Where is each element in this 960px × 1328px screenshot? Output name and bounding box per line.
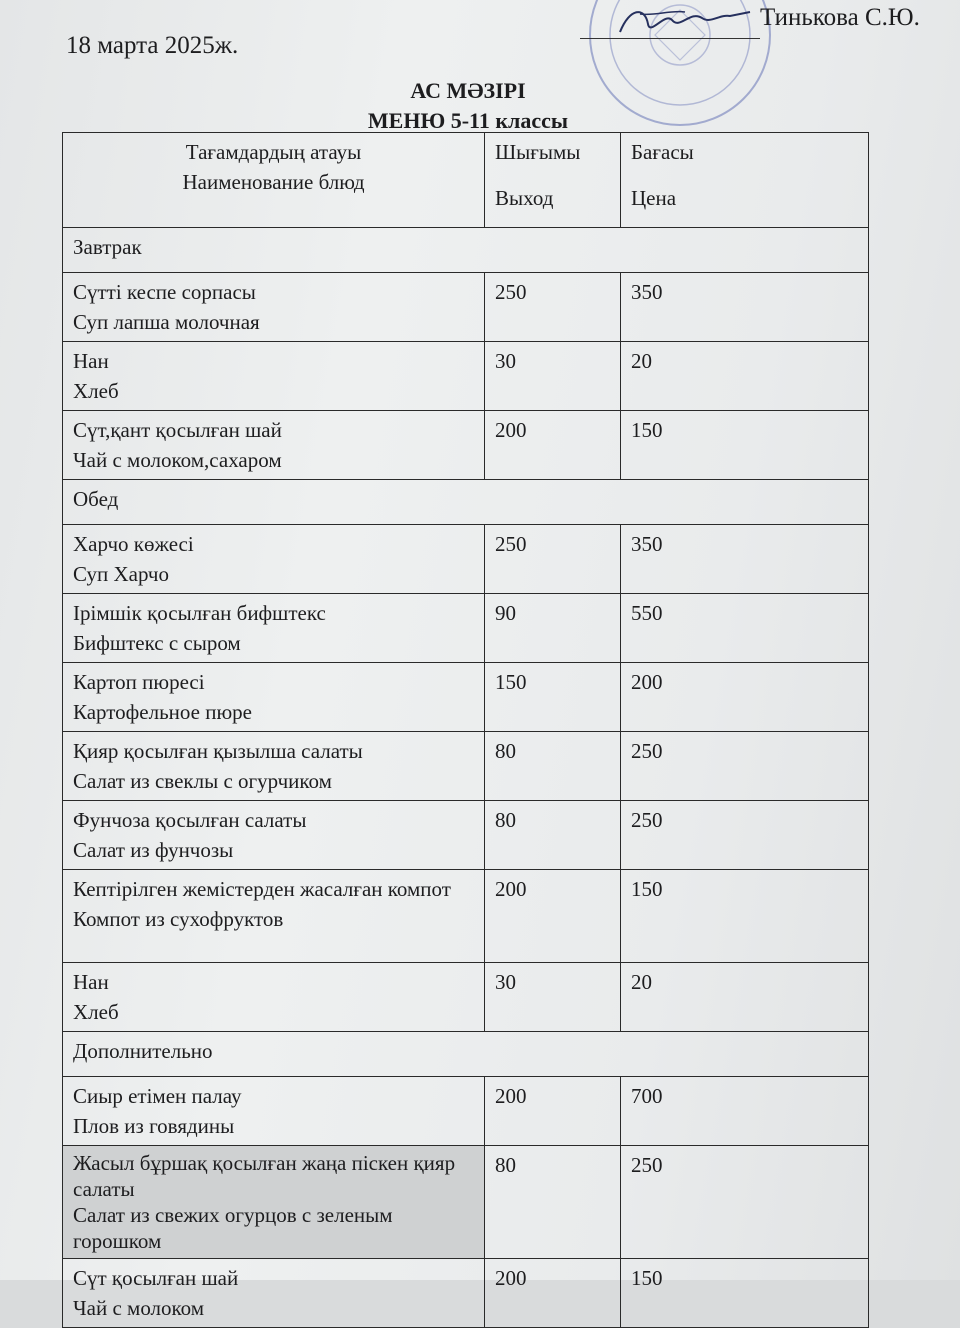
dish-yield: 80 — [485, 1146, 621, 1259]
column-header-name-ru: Наименование блюд — [182, 170, 365, 194]
menu-table — [62, 132, 869, 1328]
document-title-ru: МЕНЮ 5-11 классы — [367, 108, 569, 133]
dish-name-kz: Нан — [73, 970, 109, 994]
dish-name — [63, 525, 485, 594]
dish-name-ru: Салат из свеклы с огурчиком — [73, 769, 332, 793]
dish-price: 150 — [621, 870, 869, 963]
dish-name-kz: Картоп пюресі — [73, 670, 205, 694]
table-row — [63, 663, 869, 732]
dish-name-kz: Нан — [73, 349, 109, 373]
dish-name-kz: Фунчоза қосылған салаты — [73, 808, 307, 832]
dish-name-ru: Суп лапша молочная — [73, 310, 260, 334]
document-title-kz: АС МӘЗІРІ — [410, 78, 526, 103]
table-row — [63, 963, 869, 1032]
dish-name-kz: Кептірілген жемістерден жасалған компот — [73, 877, 451, 901]
dish-name-kz: Сүт қосылған шай — [73, 1266, 239, 1290]
dish-price: 250 — [621, 732, 869, 801]
table-row — [63, 1077, 869, 1146]
table-row — [63, 411, 869, 480]
dish-price: 250 — [621, 801, 869, 870]
table-row — [63, 342, 869, 411]
dish-name-ru: Бифштекс с сыром — [73, 631, 241, 655]
dish-name — [63, 273, 485, 342]
dish-name-kz: Сиыр етімен палау — [73, 1084, 242, 1108]
dish-yield: 30 — [485, 342, 621, 411]
dish-yield: 200 — [485, 1077, 621, 1146]
column-header-price-ru: Цена — [631, 186, 677, 210]
document-date: 18 марта 2025ж. — [66, 32, 239, 59]
column-header-yield-kz: Шығымы — [495, 140, 581, 164]
dish-price: 150 — [621, 411, 869, 480]
dish-price: 350 — [621, 525, 869, 594]
dish-yield: 150 — [485, 663, 621, 732]
dish-name-ru: Плов из говядины — [73, 1114, 235, 1138]
dish-name — [63, 801, 485, 870]
dish-name — [63, 594, 485, 663]
table-row — [63, 801, 869, 870]
dish-name-kz: Ірімшік қосылған бифштекс — [73, 601, 326, 625]
column-header-yield-ru: Выход — [495, 186, 554, 210]
table-row — [63, 732, 869, 801]
dish-name-ru: Хлеб — [73, 379, 119, 403]
dish-name-kz: Жасыл бұршақ қосылған жаңа піскен қияр салаты — [73, 1151, 456, 1201]
dish-name-kz: Харчо көжесі — [73, 532, 194, 556]
dish-yield: 200 — [485, 1259, 621, 1328]
dish-price: 700 — [621, 1077, 869, 1146]
dish-price: 350 — [621, 273, 869, 342]
dish-name — [63, 1146, 485, 1259]
dish-yield: 30 — [485, 963, 621, 1032]
table-row — [63, 525, 869, 594]
table-row — [63, 870, 869, 963]
dish-name-ru: Чай с молоком,сахаром — [73, 448, 282, 472]
dish-name — [63, 870, 485, 963]
section-breakfast — [63, 228, 869, 273]
dish-name — [63, 963, 485, 1032]
dish-name — [63, 663, 485, 732]
column-header-price-kz: Бағасы — [631, 140, 694, 164]
dish-name-ru: Картофельное пюре — [73, 700, 252, 724]
dish-price: 200 — [621, 663, 869, 732]
dish-name-kz: Сүт,қант қосылған шай — [73, 418, 282, 442]
dish-yield: 200 — [485, 870, 621, 963]
dish-name — [63, 1259, 485, 1328]
dish-price: 550 — [621, 594, 869, 663]
table-row — [63, 594, 869, 663]
dish-price: 20 — [621, 963, 869, 1032]
table-header-row — [63, 133, 869, 228]
dish-name — [63, 342, 485, 411]
column-header-yield — [485, 133, 621, 228]
table-row — [63, 1146, 869, 1259]
section-title: Обед — [63, 480, 869, 525]
table-row — [63, 1259, 869, 1328]
dish-name — [63, 1077, 485, 1146]
approver-name: Тинькова С.Ю. — [760, 4, 920, 31]
signature-icon — [610, 2, 760, 42]
section-title: Завтрак — [63, 228, 869, 273]
column-header-name-kz: Тағамдардың атауы — [185, 140, 362, 164]
dish-price: 250 — [621, 1146, 869, 1259]
dish-name — [63, 411, 485, 480]
section-title: Дополнительно — [63, 1032, 869, 1077]
dish-name-kz: Сүтті кеспе сорпасы — [73, 280, 256, 304]
dish-name-ru: Хлеб — [73, 1000, 119, 1024]
column-header-price — [621, 133, 869, 228]
dish-yield: 80 — [485, 732, 621, 801]
dish-yield: 200 — [485, 411, 621, 480]
dish-yield: 80 — [485, 801, 621, 870]
dish-yield: 90 — [485, 594, 621, 663]
dish-price: 150 — [621, 1259, 869, 1328]
dish-yield: 250 — [485, 273, 621, 342]
section-lunch — [63, 480, 869, 525]
section-extra — [63, 1032, 869, 1077]
dish-price: 20 — [621, 342, 869, 411]
dish-name-ru: Компот из сухофруктов — [73, 907, 284, 931]
dish-name-ru: Суп Харчо — [73, 562, 169, 586]
dish-name-ru: Чай с молоком — [73, 1296, 205, 1320]
column-header-name — [63, 133, 485, 228]
dish-name-kz: Қияр қосылған қызылша салаты — [73, 739, 363, 763]
table-row — [63, 273, 869, 342]
dish-name-ru: Салат из фунчозы — [73, 838, 234, 862]
dish-name — [63, 732, 485, 801]
dish-name-ru: Салат из свежих огурцов с зеленым горошком — [73, 1203, 393, 1253]
signature-line — [580, 38, 760, 39]
dish-yield: 250 — [485, 525, 621, 594]
